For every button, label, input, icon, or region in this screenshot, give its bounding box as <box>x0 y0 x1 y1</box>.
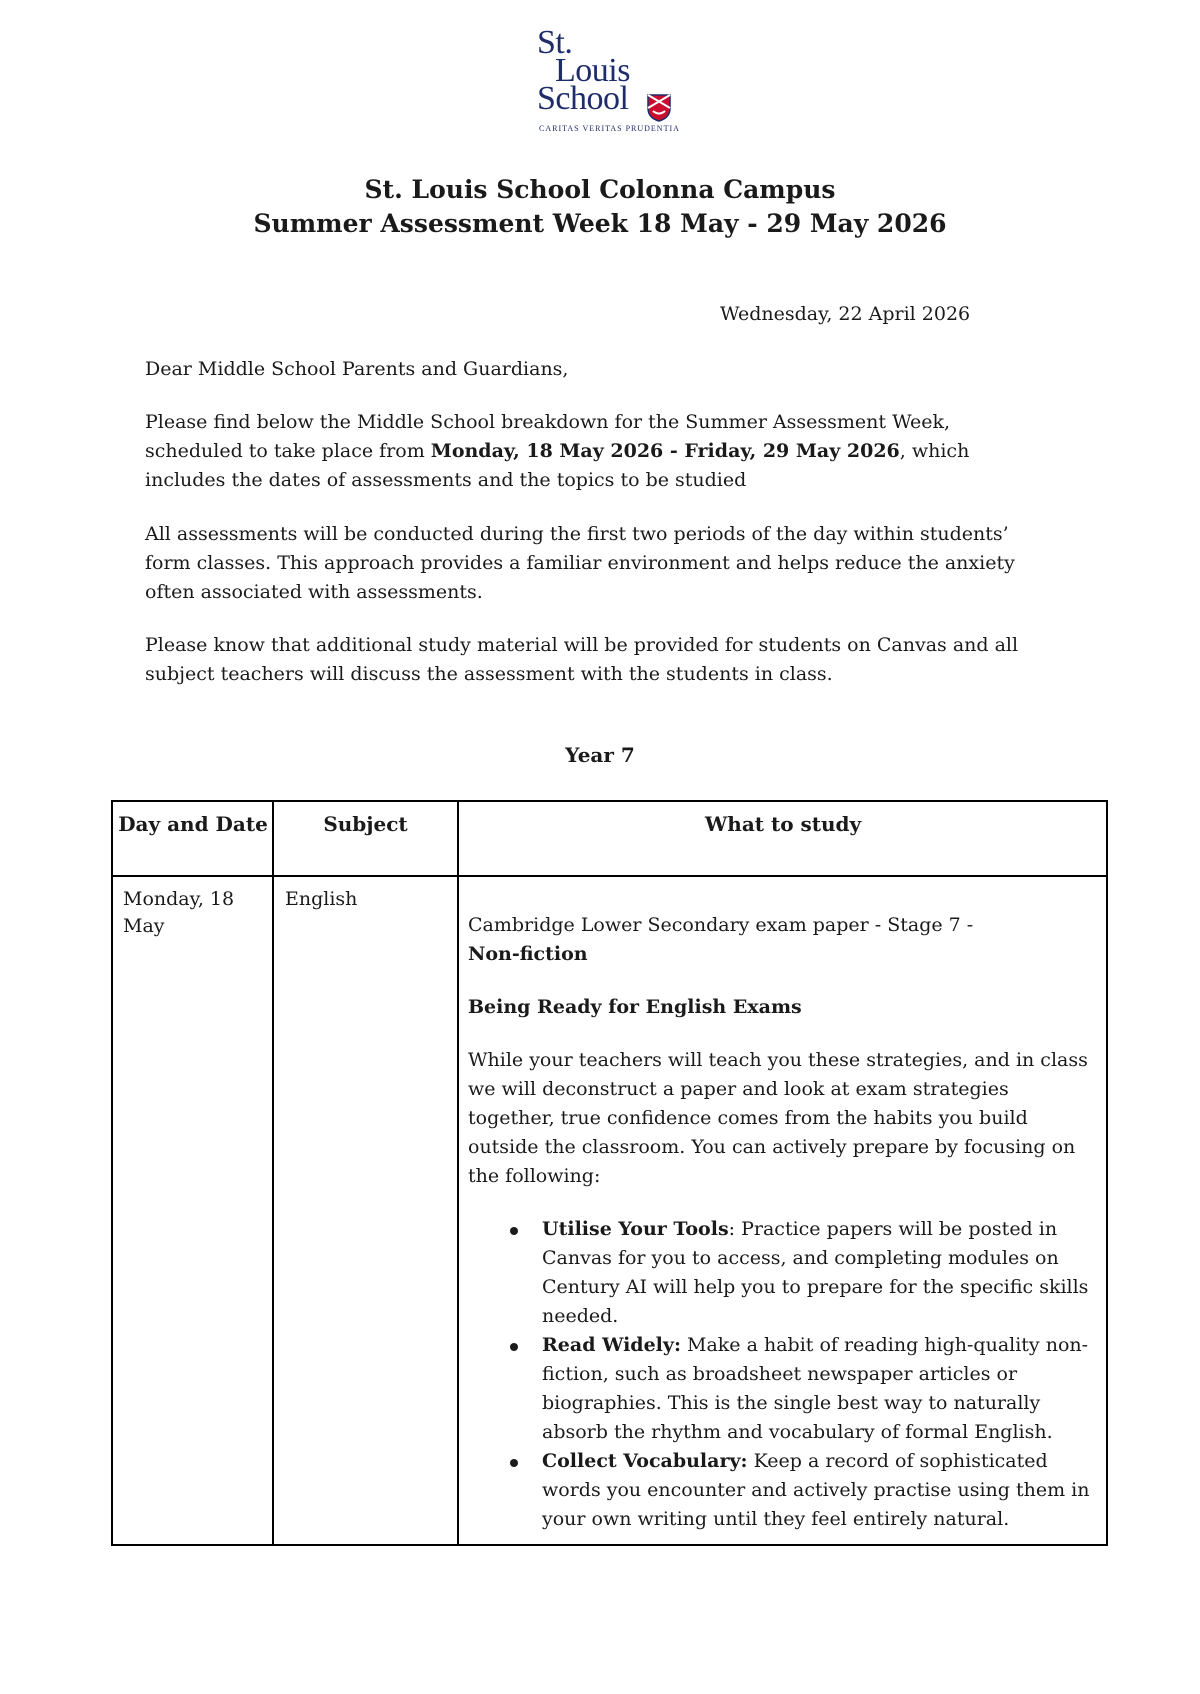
list-item <box>542 1331 1098 1447</box>
table-header-what: What to study <box>704 812 862 836</box>
logo-text-school: School <box>537 80 629 117</box>
tip-title: Collect Vocabulary: <box>542 1450 748 1472</box>
school-logo <box>537 24 680 138</box>
letter-paragraph-materials: Please know that additional study material will be provided for students on Canvas and all subject teachers will discuss the assessment with the students in class. <box>145 634 1019 685</box>
shield-icon <box>647 94 671 122</box>
table-border-left <box>111 800 113 1546</box>
letter-greeting: Dear Middle School Parents and Guardians, <box>145 358 569 380</box>
table-cell-subject: English <box>285 888 358 910</box>
tip-text: Keep a record of sophisticated words you encounter and actively practise using them in your own writing until they feel entirely natural. <box>542 1450 1090 1530</box>
page-title: St. Louis School Colonna Campus <box>364 175 836 204</box>
study-tips-list <box>468 1215 1098 1534</box>
exam-paper-focus: Non-fiction <box>468 943 588 965</box>
tip-text: Make a habit of reading high-quality non-fiction, such as broadsheet newspaper articles or biographies. This is the single best way to naturally absorb the rhythm and vocabulary of formal English. <box>542 1334 1089 1443</box>
page-subtitle: Summer Assessment Week 18 May - 29 May 2026 <box>253 209 947 238</box>
list-item <box>542 1215 1098 1331</box>
bullet-icon <box>510 1343 518 1351</box>
tip-separator: : <box>728 1218 742 1240</box>
intro-text-end: , which includes the dates of assessments and the topics to be studied <box>145 440 970 491</box>
table-border-bottom <box>111 1544 1108 1546</box>
table-divider-2 <box>457 800 459 1546</box>
bullet-icon <box>510 1459 518 1467</box>
tip-text: Practice papers will be posted in Canvas for you to access, and completing modules on Century AI will help you to prepare for the specific skills needed. <box>542 1218 1089 1327</box>
list-item <box>542 1447 1098 1534</box>
letter-paragraph-conduct: All assessments will be conducted during the first two periods of the day within students’ form classes. This approach provides a familiar environment and helps reduce the anxiety often associated with assessments. <box>145 523 1015 603</box>
logo-text-st: St. <box>537 24 573 61</box>
table-header-subject: Subject <box>323 812 408 836</box>
logo-motto: CARITAS VERITAS PRUDENTIA <box>539 124 680 133</box>
intro-text-start: Please find below the Middle School breakdown for the Summer Assessment Week, scheduled to take place from <box>145 411 951 462</box>
tip-title: Utilise Your Tools <box>542 1218 729 1240</box>
table-divider-1 <box>272 800 274 1546</box>
tip-title: Read Widely: <box>542 1334 681 1356</box>
table-border-right <box>1106 800 1108 1546</box>
intro-date-range: Monday, 18 May 2026 - Friday, 29 May 2026 <box>430 440 900 462</box>
exam-paper: Cambridge Lower Secondary exam paper - Stage 7 - <box>468 914 974 936</box>
logo-text-louis: Louis <box>555 52 630 89</box>
section-heading-year: Year 7 <box>565 743 635 767</box>
table-cell-what <box>468 911 1098 1534</box>
table-border-header <box>111 875 1108 877</box>
table-cell-date: Monday, 18 May <box>123 888 235 937</box>
letter-paragraph-intro <box>145 408 1045 495</box>
study-heading: Being Ready for English Exams <box>468 996 802 1018</box>
table-border-top <box>111 800 1108 802</box>
table-header-date: Day and Date <box>118 812 268 836</box>
letter-date: Wednesday, 22 April 2026 <box>720 303 971 325</box>
study-intro: While your teachers will teach you these strategies, and in class we will deconstruct a paper and look at exam strategies together, true confidence comes from the habits you build outside the classroom. You can actively prepare by focusing on the following: <box>468 1049 1088 1187</box>
bullet-icon <box>510 1227 518 1235</box>
